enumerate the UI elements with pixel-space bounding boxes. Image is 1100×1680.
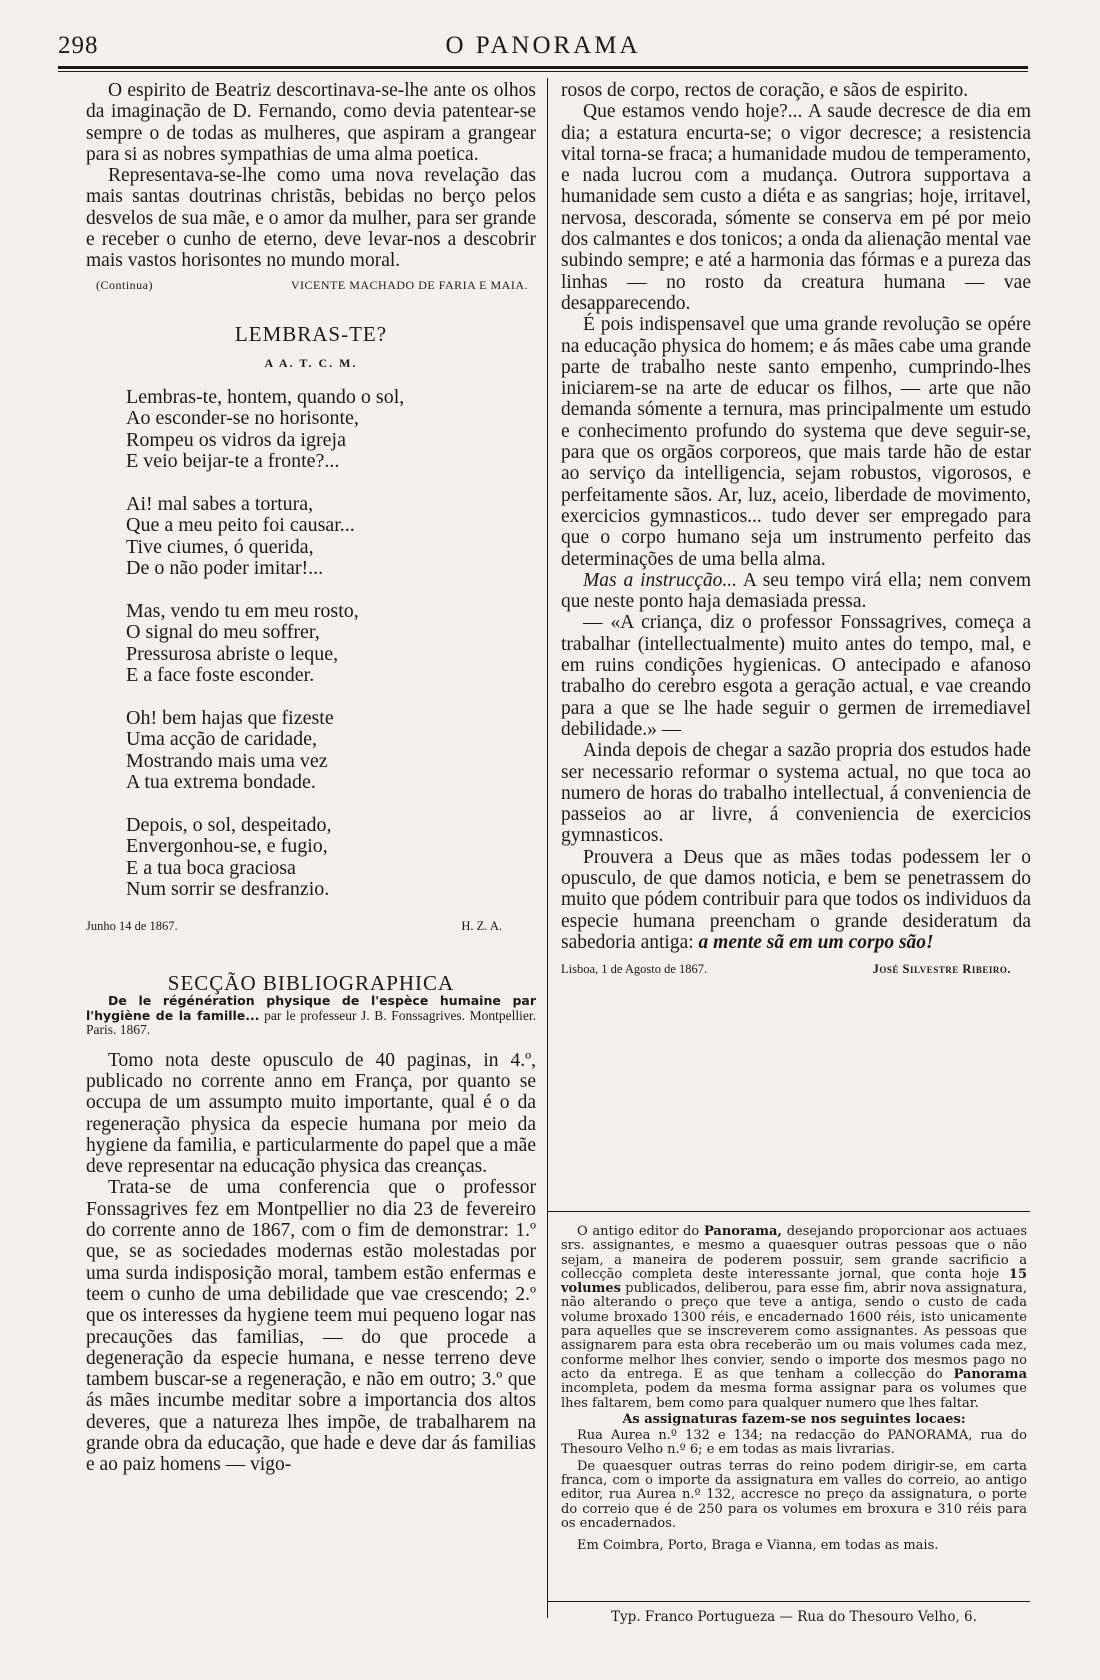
- review-body: [86, 1050, 536, 1476]
- continuation-line: [86, 275, 536, 296]
- section-title: SECÇÃO BIBLIOGRAPHICA: [167, 970, 455, 995]
- poem-line: De o não poder imitar!...: [126, 557, 324, 580]
- poem-line: A tua extrema bondade.: [126, 771, 316, 794]
- continua-note: (Continua): [96, 277, 153, 292]
- poem-line: Pressurosa abriste o leque,: [126, 642, 339, 665]
- notice-paragraph: [561, 1225, 1027, 1411]
- notice-text: O antigo editor do: [577, 1224, 704, 1239]
- poem-signature: [86, 916, 536, 937]
- review-paragraph: Ainda depois de chegar a sazão propria dos estudos hade ser necessario reformar o systema actual, no que toca ao numero de horas do trabalho intellectual, á conveniencia de passeios ao ar livre, á conveniencia de exercicios gymnasticos.: [561, 740, 1031, 847]
- poem-line: O signal do meu soffrer,: [126, 621, 320, 644]
- notice-subheading: As assignaturas fazem-se nos seguintes locaes:: [622, 1411, 966, 1427]
- review-paragraph: rosos de corpo, rectos de coração, e sãos de espirito.: [561, 80, 969, 101]
- printer-imprint: Typ. Franco Portugueza — Rua do Thesouro Velho, 6.: [611, 1609, 977, 1625]
- subscription-notice: [561, 1225, 1027, 1556]
- poem-line: Lembras-te, hontem, quando o sol,: [126, 385, 405, 408]
- paragraph-text: Prouvera a Deus que as mães todas podessem ler o opusculo, de que damos noticia, e bem se penetrassem do muito que pódem contribuir para que todos os individuos da especie humana preencham o grande desideratum da sabedoria antiga:: [561, 846, 1031, 953]
- notice-paragraph: De quaesquer outras terras do reino podem dirigir-se, em carta franca, com o importe da assignatura em valles do correio, ao antigo editor, rua Aurea n.º 132, accresce no preço da assignatura, o porte do correio que é de 250 para os volumes em broxura e 310 réis para os encadernados.: [561, 1458, 1027, 1531]
- poem-stanza: [126, 815, 536, 901]
- poem-line: Num sorrir se desfranzio.: [126, 878, 330, 901]
- closing-motto: a mente sã em um corpo são!: [693, 931, 934, 953]
- page-number: 298: [58, 32, 99, 59]
- poem-line: Oh! bem hajas que fizeste: [126, 706, 334, 729]
- review-paragraph: [561, 570, 1031, 613]
- poem-line: Envergonhou-se, e fugio,: [126, 835, 328, 858]
- story-paragraph: O espirito de Beatriz descortinava-se-lhe ante os olhos da imaginação de D. Fernando, como devia patentear-se sempre o de todas as mulheres, que aspiram a grangear para si as nobres sympathias de uma alma poetica.: [86, 80, 536, 165]
- notice-text: incompleta, podem da mesma forma assignar para os volumes que lhes faltarem, bem como para qualquer numero que lhes faltar.: [561, 1381, 1027, 1411]
- notice-emphasis: Panorama: [953, 1366, 1027, 1382]
- notice-text: desejando proporcionar aos actuaes srs. assignantes, e mesmo a quaesquer outras pessoas que o não sejam, a maneira de poderem possuir, sem grande sacrificio a collecção completa deste interessante jornal, que conta hoje: [561, 1224, 1027, 1282]
- story-paragraph: Representava-se-lhe como uma nova revelação das mais santas doutrinas christãs, bebidas no berço pelos desvelos de sua mãe, e o amor da mulher, para ser grande e receber o cunho de eterno, deve levar-nos a descobrir mais vastos horisontes no mundo moral.: [86, 165, 536, 272]
- review-signature: [561, 959, 1031, 980]
- poem-stanza: [126, 494, 536, 580]
- footer-rule: [548, 1601, 1030, 1602]
- poem-line: E veio beijar-te a fronte?...: [126, 450, 340, 473]
- review-paragraph: — «A criança, diz o professor Fonssagrives, começa a trabalhar (intellectualmente) muito antes do tempo, mal, e em ruins condições hygienicas. O antecipado e afanoso trabalho do cerebro esgota a geração actual, e vae creando para a que se lhe hade seguir o germen de irremediavel debilidade.» —: [561, 612, 1031, 740]
- right-column: [561, 80, 1031, 980]
- review-paragraph: É pois indispensavel que uma grande revolução se opére na educação physica do homem; e ás mães cabe uma grande parte de trabalho neste santo empenho, cumprindo-lhes iniciarem-se na arte de educar os filhos, — arte que não demanda sómente a ternura, mas principalmente um estudo e conhecimento profundo do systema que deve seguir-se, para que os orgãos corporeos, que mais tarde hão de estar ao serviço da intelligencia, sejam robustos, vigorosos, e perfeitamente sãos. Ar, luz, aceio, liberdade de movimento, exercicios gymnasticos... tudo dever ser empregado para que o corpo humano seja um instrumento perfeito das determinações de uma bella alma.: [561, 314, 1031, 570]
- poem-stanza: [126, 601, 536, 687]
- review-paragraph: Que estamos vendo hoje?... A saude decresce de dia em dia; a estatura encurta-se; o vigor decresce; a resistencia vital torna-se fraca; a humanidade mudou de temperamento, e nada lucrou com a mudança. Outrora supportava a humanidade sem custo a diéta e as sangrias; hoje, irritavel, nervosa, descorada, sómente se conserva em pé por meio dos calmantes e dos tonicos; a onda da alienação mental vae subindo sempre; e até a harmonia das fórmas e a pureza das linhas — no rosto da creatura humana — vae desapparecendo.: [561, 101, 1031, 314]
- poem-line: Mostrando mais uma vez: [126, 749, 328, 772]
- poem-stanza: [126, 708, 536, 794]
- notice-rule: [548, 1211, 1030, 1212]
- poem-line: Mas, vendo tu em meu rosto,: [126, 599, 359, 622]
- signature-name: José Silvestre Ribeiro.: [872, 962, 1011, 977]
- emphasis-text: Mas a instrucção...: [583, 569, 738, 591]
- book-title: De le régénération physique de l'espèce humaine par l'hygiène de la famille...: [86, 993, 536, 1023]
- paragraph-text: A seu tempo virá ella; nem convem que neste ponto haja demasiada pressa.: [561, 569, 1031, 613]
- poem-stanza: [126, 387, 536, 473]
- poem-dedication: A A. T. C. M.: [264, 356, 358, 371]
- poem-line: E a tua boca graciosa: [126, 856, 296, 879]
- poem-line: Tive ciumes, ó querida,: [126, 535, 314, 558]
- poem-line: Depois, o sol, despeitado,: [126, 813, 332, 836]
- poem-line: Rompeu os vidros da igreja: [126, 428, 346, 451]
- notice-emphasis: 15 volumes: [561, 1266, 1027, 1297]
- poem-body: [86, 387, 536, 901]
- column-divider: [547, 78, 548, 1618]
- review-paragraph: [561, 847, 1031, 953]
- story-author: VICENTE MACHADO DE FARIA E MAIA.: [290, 277, 528, 292]
- left-column: [86, 80, 536, 1476]
- signature-place-date: Lisboa, 1 de Agosto de 1867.: [561, 962, 708, 977]
- page-header: [58, 32, 1028, 60]
- poem-line: E a face foste esconder.: [126, 664, 315, 687]
- header-rule-thin: [58, 71, 1028, 72]
- poem-title: LEMBRAS-TE?: [234, 321, 388, 346]
- bibliographic-reference: [86, 994, 536, 1038]
- review-paragraph: Tomo nota deste opusculo de 40 paginas, in 4.º, publicado no corrente anno em França, por quanto se occupa de um assumpto muito importante, qual é o da regeneração physica da especie humana por meio da hygiene da familia, e particularmente do papel que a mãe deve representar na educação physica das creanças.: [86, 1049, 536, 1178]
- header-rule-thick: [58, 66, 1028, 69]
- notice-paragraph: Rua Aurea n.º 132 e 134; na redacção do PANORAMA, rua do Thesouro Velho n.º 6; e em todas as mais livrarias.: [561, 1428, 1027, 1458]
- poem-line: Que a meu peito foi causar...: [126, 514, 355, 537]
- notice-paragraph: Em Coimbra, Porto, Braga e Vianna, em todas as mais.: [577, 1538, 939, 1554]
- review-paragraph: Trata-se de uma conferencia que o professor Fonssagrives fez em Montpellier no dia 23 de fevereiro do corrente anno de 1867, com o fim de demonstrar: 1.º que, se as sociedades modernas estão molestadas por uma surda indisposição moral, tambem estão enfermas e teem o cunho de uma debilidade que vae crescendo; 2.º que os interesses da hygiene teem mui pequeno logar nas precauções das familias, — do que procede a degeneração da especie humana, e nesse terreno deve tambem buscar-se a regeneração, e não em outro; 3.º que ás mães incumbe meditar sobre a importancia dos altos deveres, que a natureza lhes impõe, de trabalharem na grande obra da educação, que hade e deve dar ás familias e ao paiz homens — vigo-: [86, 1177, 536, 1476]
- poem-line: Ai! mal sabes a tortura,: [126, 492, 314, 515]
- poem-line: Uma acção de caridade,: [126, 728, 317, 751]
- notice-text: publicados, deliberou, para esse fim, abrir nova assignatura, não alterando o preço que teve a antiga, sendo o custo de cada volume broxado 1300 réis, e encadernado 1600 réis, isto unicamente para aquelles que se inscreverem como assignantes. As pessoas que assignarem para esta obra receberão um ou mais volumes cada mez, conforme melhor lhes convier, sendo o importe dos mesmos pago no acto da entrega. E as que tenham a collecção do: [561, 1281, 1027, 1382]
- poem-initials: H. Z. A.: [461, 918, 502, 933]
- poem-line: Ao esconder-se no horisonte,: [126, 407, 359, 430]
- notice-emphasis: Panorama,: [703, 1224, 782, 1239]
- poem-date: Junho 14 de 1867.: [86, 918, 178, 933]
- masthead-title: O PANORAMA: [445, 32, 641, 59]
- book-details: par le professeur J. B. Fonssagrives. Montpellier. Paris. 1867.: [86, 1007, 537, 1038]
